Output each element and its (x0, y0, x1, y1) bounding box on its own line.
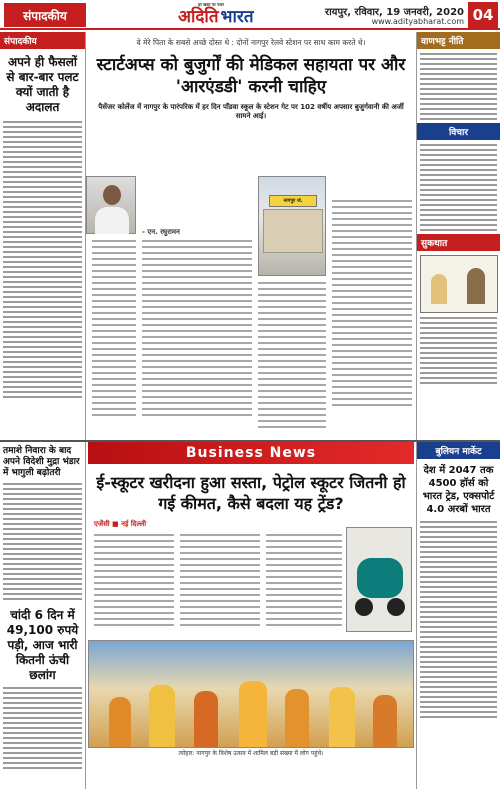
business-headline: ई-स्कूटर खरीदना हुआ सस्ता, पेट्रोल स्कूटर जितनी हो गई कीमत, कैसे बदला यह ट्रेंड? (96, 473, 406, 513)
logo-first-word: अदिति (178, 6, 219, 27)
right-column (416, 32, 500, 440)
editorial-section-bar: संपादकीय (0, 32, 85, 49)
story-subhead: पैसेंजर कोर्लेज में नागपुर के पारंपरिक में हर दिन पाँडवा स्कूल के स्टेशन गेट पर 102 वर्षीय अपसार बुजुर्गवानी की अर्जी सामने आई। (98, 103, 404, 120)
business-news-section (88, 442, 414, 789)
logo-tagline: हर खबर पर नजर (198, 2, 224, 7)
festival-crowd-photo (88, 640, 414, 748)
page-number: 04 (468, 2, 498, 28)
business-body-col1 (94, 534, 174, 630)
masthead (0, 0, 500, 30)
e-scooter-photo (346, 527, 412, 632)
trade-headline: देश में 2047 तक 4500 हॉर्स को भारत ट्रेड, एक्सपोर्ट 4.0 अरबों भारत (422, 465, 495, 515)
editorial-body-text (3, 121, 82, 398)
story-strap: वे मेरे पिता के सबसे अच्छे दोस्त थे : दोनों नागपुर रेलवे स्टेशन पर साथ काम करते थे। (136, 38, 366, 47)
story-body-col0 (92, 240, 136, 420)
silver-headline: चांदी 6 दिन में 49,100 रुपये पड़ी, आज भारी कितनी ऊंची छलांग (6, 608, 79, 682)
business-body-col2 (180, 534, 260, 630)
bottom-section (0, 440, 500, 789)
photo-caption: त्योहार: नागपुर के विशेष उत्सव में शामिल बड़ी संख्या में लोग पहुंचे। (178, 750, 324, 757)
forex-headline: तमाशे निवारा के बाद अपने विदेशी मुद्रा भंडार में भागुली बढ़ोतरी (3, 446, 80, 478)
issue-date: रायपुर, रविवार, 19 जनवरी, 2020 (324, 7, 464, 18)
business-news-banner: Business News (88, 442, 414, 464)
website-url: www.adityabharat.com (371, 17, 464, 26)
story-headline: स्टार्टअप्स को बुजुर्गों की मेडिकल सहायता पर और 'आरएंडडी' करनी चाहिए (96, 55, 406, 97)
vichar-section-bar: विचार (417, 123, 500, 140)
right-vichar-text (420, 144, 497, 231)
story-body-col2 (258, 282, 326, 432)
cartoon-image (420, 255, 498, 313)
right-section-bar: वाणभट्ट नीति (417, 32, 500, 49)
story-byline: - एन. रघुरामन (142, 228, 180, 236)
forex-body-text (3, 483, 82, 600)
bottom-right-column (416, 442, 500, 789)
author-photo (86, 176, 136, 234)
section-label: संपादकीय (4, 3, 86, 27)
newspaper-logo (178, 2, 273, 28)
silver-body-text (3, 687, 82, 769)
right-quote-text (420, 53, 497, 120)
business-body-col3 (266, 534, 342, 630)
railway-station-photo (258, 176, 326, 276)
editorial-column (0, 32, 86, 440)
sukathan-section-bar: सुकथात (417, 234, 500, 251)
story-body-col3 (332, 200, 412, 410)
right-cartoon-text (420, 317, 497, 384)
bottom-left-column (0, 442, 86, 789)
story-body-col1 (142, 240, 252, 420)
trade-body-text (420, 521, 497, 718)
logo-second-word: भारत (220, 6, 254, 27)
editorial-headline: अपने ही फैसलों से बार-बार पलट क्यों जाती है अदालत (6, 55, 79, 114)
business-dateline: एजेंसी ■ नई दिल्ली (94, 520, 147, 528)
bullion-section-bar: बुलियन मार्केट (417, 442, 500, 459)
station-sign: नागपुर जं. (269, 195, 317, 207)
